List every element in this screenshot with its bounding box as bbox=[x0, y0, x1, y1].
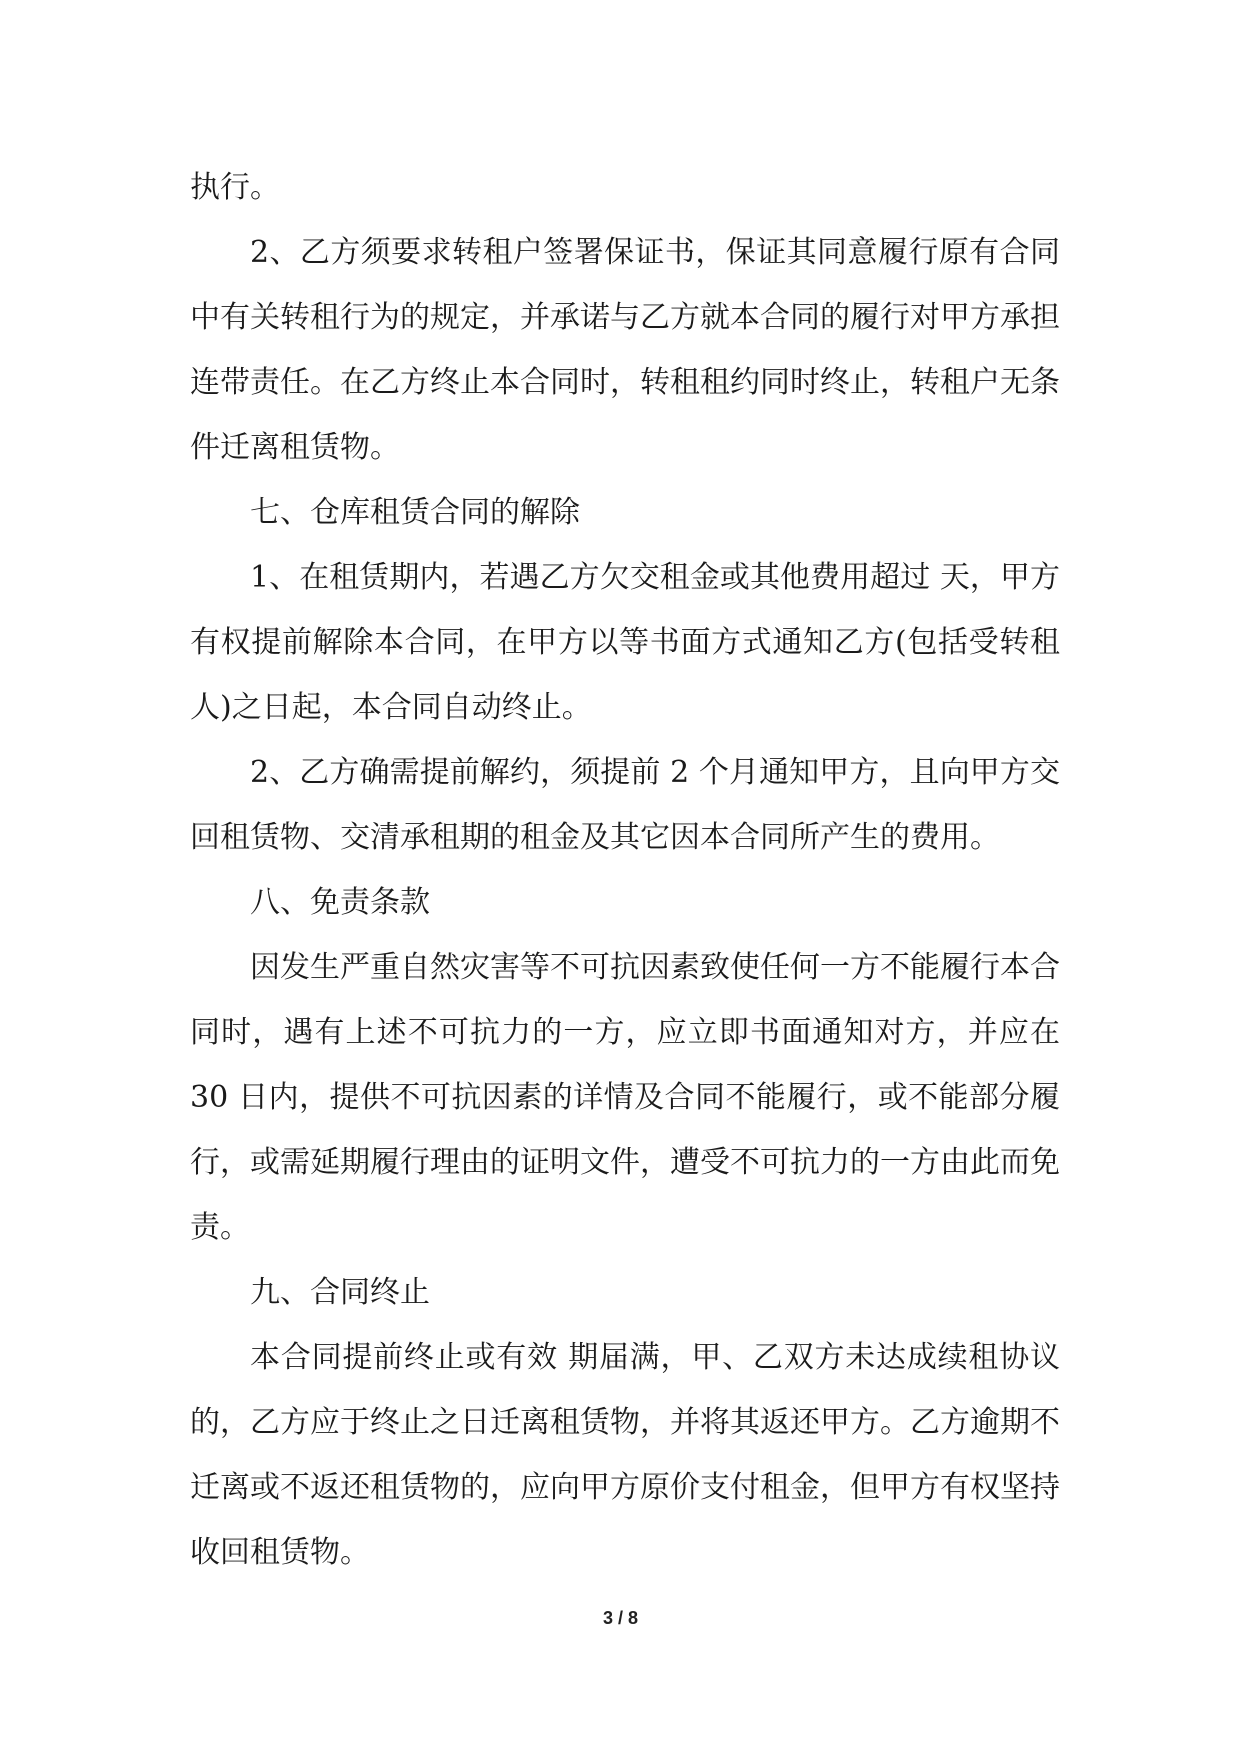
section-heading-7: 七、仓库租赁合同的解除 bbox=[250, 495, 580, 530]
page-number: 3 / 8 bbox=[602, 1608, 639, 1628]
paragraph-clause-7-1: 1、在租赁期内，若遇乙方欠交租金或其他费用超过 天，甲方有权提前解除本合同，在甲方以等书面方式通知乙方(包括受转租人)之日起，本合同自动终止。 bbox=[190, 560, 1060, 725]
paragraph-continuation: 执行。 bbox=[190, 170, 280, 205]
paragraph-clause-8: 因发生严重自然灾害等不可抗因素致使任何一方不能履行本合同时，遇有上述不可抗力的一方，应立即书面通知对方，并应在 30 日内，提供不可抗因素的详情及合同不能履行，或不能部分履行，或需延期履行理由的证明文件，遭受不可抗力的一方由此而免责。 bbox=[190, 950, 1060, 1245]
paragraph-clause-6-2: 2、乙方须要求转租户签署保证书，保证其同意履行原有合同中有关转租行为的规定，并承诺与乙方就本合同的履行对甲方承担连带责任。在乙方终止本合同时，转租租约同时终止，转租户无条件迁离租赁物。 bbox=[190, 235, 1060, 465]
document-body bbox=[190, 155, 1060, 1585]
paragraph-clause-7-2: 2、乙方确需提前解约，须提前 2 个月通知甲方，且向甲方交回租赁物、交清承租期的租金及其它因本合同所产生的费用。 bbox=[190, 755, 1060, 855]
section-heading-8: 八、免责条款 bbox=[250, 885, 430, 920]
section-heading-9: 九、合同终止 bbox=[250, 1275, 430, 1310]
paragraph-clause-9: 本合同提前终止或有效 期届满，甲、乙双方未达成续租协议的，乙方应于终止之日迁离租赁物，并将其返还甲方。乙方逾期不迁离或不返还租赁物的，应向甲方原价支付租金，但甲方有权坚持收回租赁物。 bbox=[190, 1340, 1060, 1570]
